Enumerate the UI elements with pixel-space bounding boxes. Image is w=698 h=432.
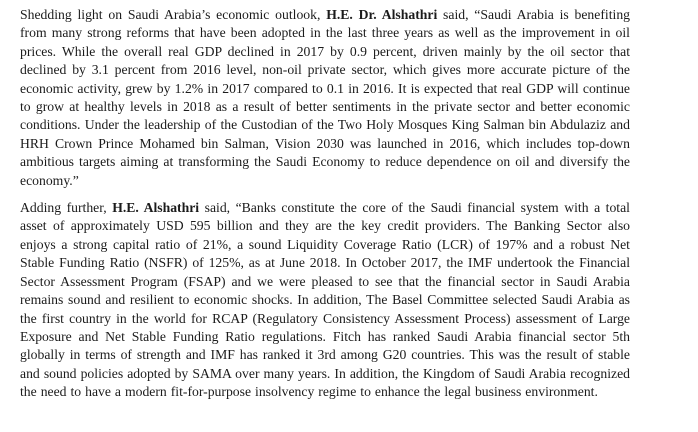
speaker-name-alshathri: H.E. Alshathri <box>112 200 200 216</box>
paragraph-2-lead-text: Adding further, <box>20 200 113 216</box>
paragraph-banking-sector <box>20 199 630 401</box>
speaker-name-dr-alshathri: H.E. Dr. Alshathri <box>326 7 438 22</box>
paragraph-1-quote-text: said, “Saudi Arabia is benefiting from many strong reforms that have been adopted in the last three years as well as the improvement in oil prices. While the overall real GDP declined in 2017 by 0.9 percent, driven mainly by the oil sector that declined by 3.1 percent from 2016 level, non-oil private sector, which gives more accurate picture of the economic activity, grew by 1.2% in 2017 compared to 0.1 in 2016. It is expected that real GDP will continue to grow at healthy levels in 2018 as a result of better sentiments in the private sector and better economic conditions. Under the leadership of the Custodian of the Two Holy Mosques King Salman bin Abdulaziz and HRH Crown Prince Mohamed bin Salman, Vision 2030 was launched in 2016, which includes top-down ambitious targets aiming at transforming the Saudi Economy to reduce dependence on oil and diversify the economy.” <box>20 7 631 188</box>
paragraph-1-lead-text: Shedding light on Saudi Arabia’s economic outlook, <box>20 7 327 22</box>
paragraph-2-quote-text: said, “Banks constitute the core of the Saudi financial system with a total asset of approximately USD 595 billion and they are the key credit providers. The Banking Sector also enjoys a strong capital ratio of 21%, a sound Liquidity Coverage Ratio (LCR) of 197% and a robust Net Stable Funding Ratio (NSFR) of 125%, as at June 2018. In October 2017, the IMF undertook the Financial Sector Assessment Program (FSAP) and we were pleased to see that the financial sector in Saudi Arabia remains sound and resilient to economic shocks. In addition, The Basel Committee selected Saudi Arabia as the first country in the world for RCAP (Regulatory Consistency Assessment Process) assessment of Large Exposure and Net Stable Funding Ratio regulations. Fitch has ranked Saudi Arabia financial sector 5th globally in terms of strength and IMF has ranked it 3rd among G20 countries. This was the result of stable and sound policies adopted by SAMA over many years. In addition, the Kingdom of Saudi Arabia recognized the need to have a modern fit-for-purpose insolvency regime to enhance the legal business environment. <box>20 200 630 400</box>
paragraph-economic-outlook <box>20 6 630 190</box>
